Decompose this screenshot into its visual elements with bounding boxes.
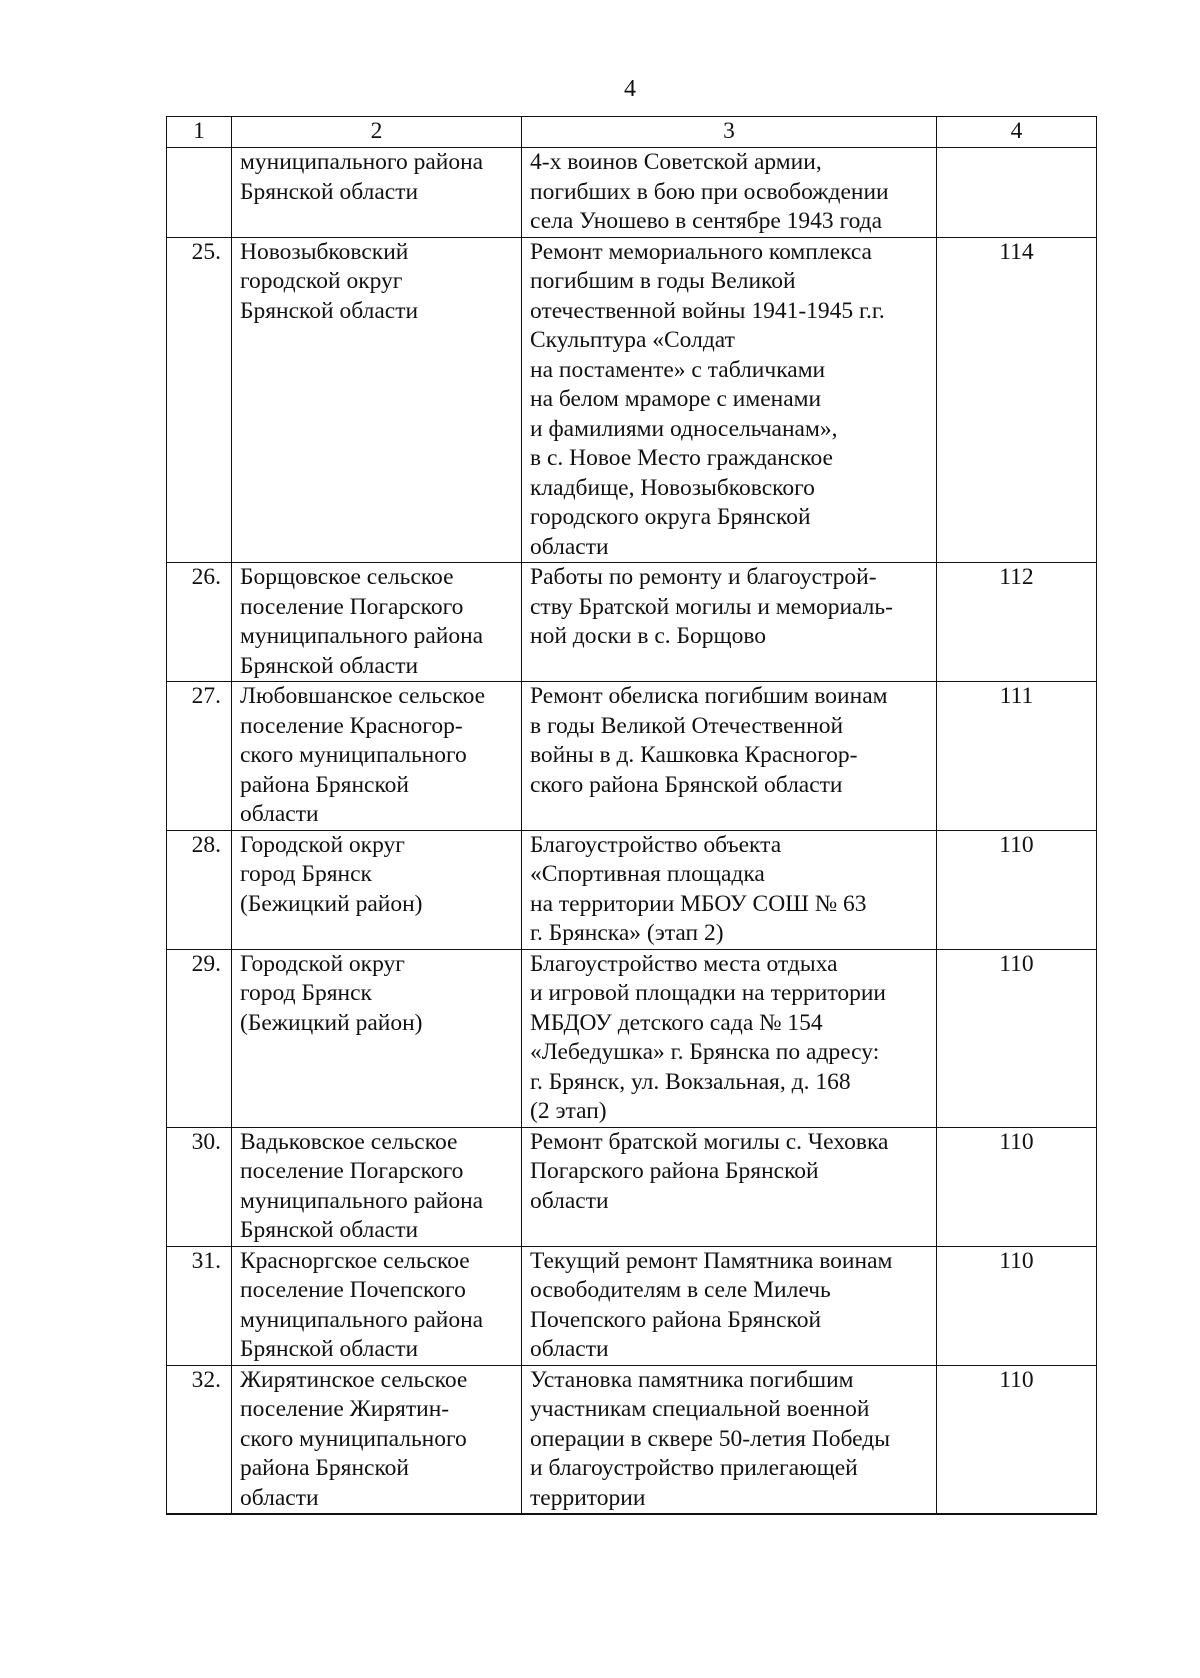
column-header: 4 (937, 117, 1097, 148)
description-cell: Ремонт братской могилы с. Чеховка Погарского района Брянской области (522, 1127, 937, 1246)
amount-cell: 110 (937, 1246, 1097, 1365)
page-number: 4 (624, 76, 636, 102)
amount-cell: 112 (937, 563, 1097, 682)
description-cell: Благоустройство объекта «Спортивная площадка на территории МБОУ СОШ № 63 г. Брянска» (этап 2) (522, 830, 937, 949)
table-row (167, 563, 1097, 682)
row-number (167, 148, 232, 238)
row-number: 28. (167, 830, 232, 949)
amount-cell: 114 (937, 237, 1097, 563)
recipient-cell: Жирятинское сельское поселение Жирятин- ского муниципального района Брянской области (232, 1365, 522, 1514)
row-number: 26. (167, 563, 232, 682)
table-row (167, 949, 1097, 1127)
description-cell: Работы по ремонту и благоустрой- ству Братской могилы и мемориаль- ной доски в с. Борщово (522, 563, 937, 682)
row-number: 30. (167, 1127, 232, 1246)
description-cell: Ремонт мемориального комплекса погибшим в годы Великой отечественной войны 1941-1945 г.г. Скульптура «Солдат на постаменте» с табличками на белом мраморе с именами и фамилиями односельчанам», в с. Новое Место гражданское кладбище, Новозыбковского городского округа Брянской области (522, 237, 937, 563)
table-row (167, 237, 1097, 563)
description-cell: Текущий ремонт Памятника воинам освободителям в селе Милечь Почепского района Брянской области (522, 1246, 937, 1365)
description-cell: Благоустройство места отдыха и игровой площадки на территории МБДОУ детского сада № 154 «Лебедушка» г. Брянска по адресу: г. Брянск, ул. Вокзальная, д. 168 (2 этап) (522, 949, 937, 1127)
recipient-cell: Красноргское сельское поселение Почепского муниципального района Брянской области (232, 1246, 522, 1365)
amount-cell (937, 148, 1097, 238)
amount-cell: 110 (937, 830, 1097, 949)
recipient-cell: Новозыбковский городской округ Брянской области (232, 237, 522, 563)
recipient-cell: Городской округ город Брянск (Бежицкий район) (232, 949, 522, 1127)
row-number: 25. (167, 237, 232, 563)
recipient-cell: Вадьковское сельское поселение Погарского муниципального района Брянской области (232, 1127, 522, 1246)
row-number: 31. (167, 1246, 232, 1365)
column-header: 1 (167, 117, 232, 148)
recipient-cell (232, 1514, 522, 1515)
description-cell (522, 1514, 937, 1515)
column-header: 2 (232, 117, 522, 148)
row-number: 32. (167, 1365, 232, 1514)
table-header-row (167, 117, 1097, 148)
description-cell: Установка памятника погибшим участникам специальной военной операции в сквере 50-летия Победы и благоустройство прилегающей территории (522, 1365, 937, 1514)
table-row (167, 1246, 1097, 1365)
amount-cell (937, 1514, 1097, 1515)
funding-table (166, 116, 1097, 1515)
column-header: 3 (522, 117, 937, 148)
amount-cell: 110 (937, 1127, 1097, 1246)
recipient-cell: Городской округ город Брянск (Бежицкий район) (232, 830, 522, 949)
amount-cell: 110 (937, 1365, 1097, 1514)
recipient-cell: Борщовское сельское поселение Погарского муниципального района Брянской области (232, 563, 522, 682)
row-number (167, 1514, 232, 1515)
amount-cell: 111 (937, 682, 1097, 831)
description-cell: Ремонт обелиска погибшим воинам в годы Великой Отечественной войны в д. Кашковка Красногор- ского района Брянской области (522, 682, 937, 831)
table-row (167, 1365, 1097, 1514)
table-row (167, 830, 1097, 949)
description-cell: 4-х воинов Советской армии, погибших в бою при освобождении села Уношево в сентябре 1943 года (522, 148, 937, 238)
table-row (167, 682, 1097, 831)
recipient-cell: Любовшанское сельское поселение Красногор- ского муниципального района Брянской области (232, 682, 522, 831)
amount-cell: 110 (937, 949, 1097, 1127)
table-row (167, 1127, 1097, 1246)
table-row (167, 148, 1097, 238)
row-number: 27. (167, 682, 232, 831)
row-number: 29. (167, 949, 232, 1127)
recipient-cell: муниципального района Брянской области (232, 148, 522, 238)
table-row (167, 1514, 1097, 1515)
